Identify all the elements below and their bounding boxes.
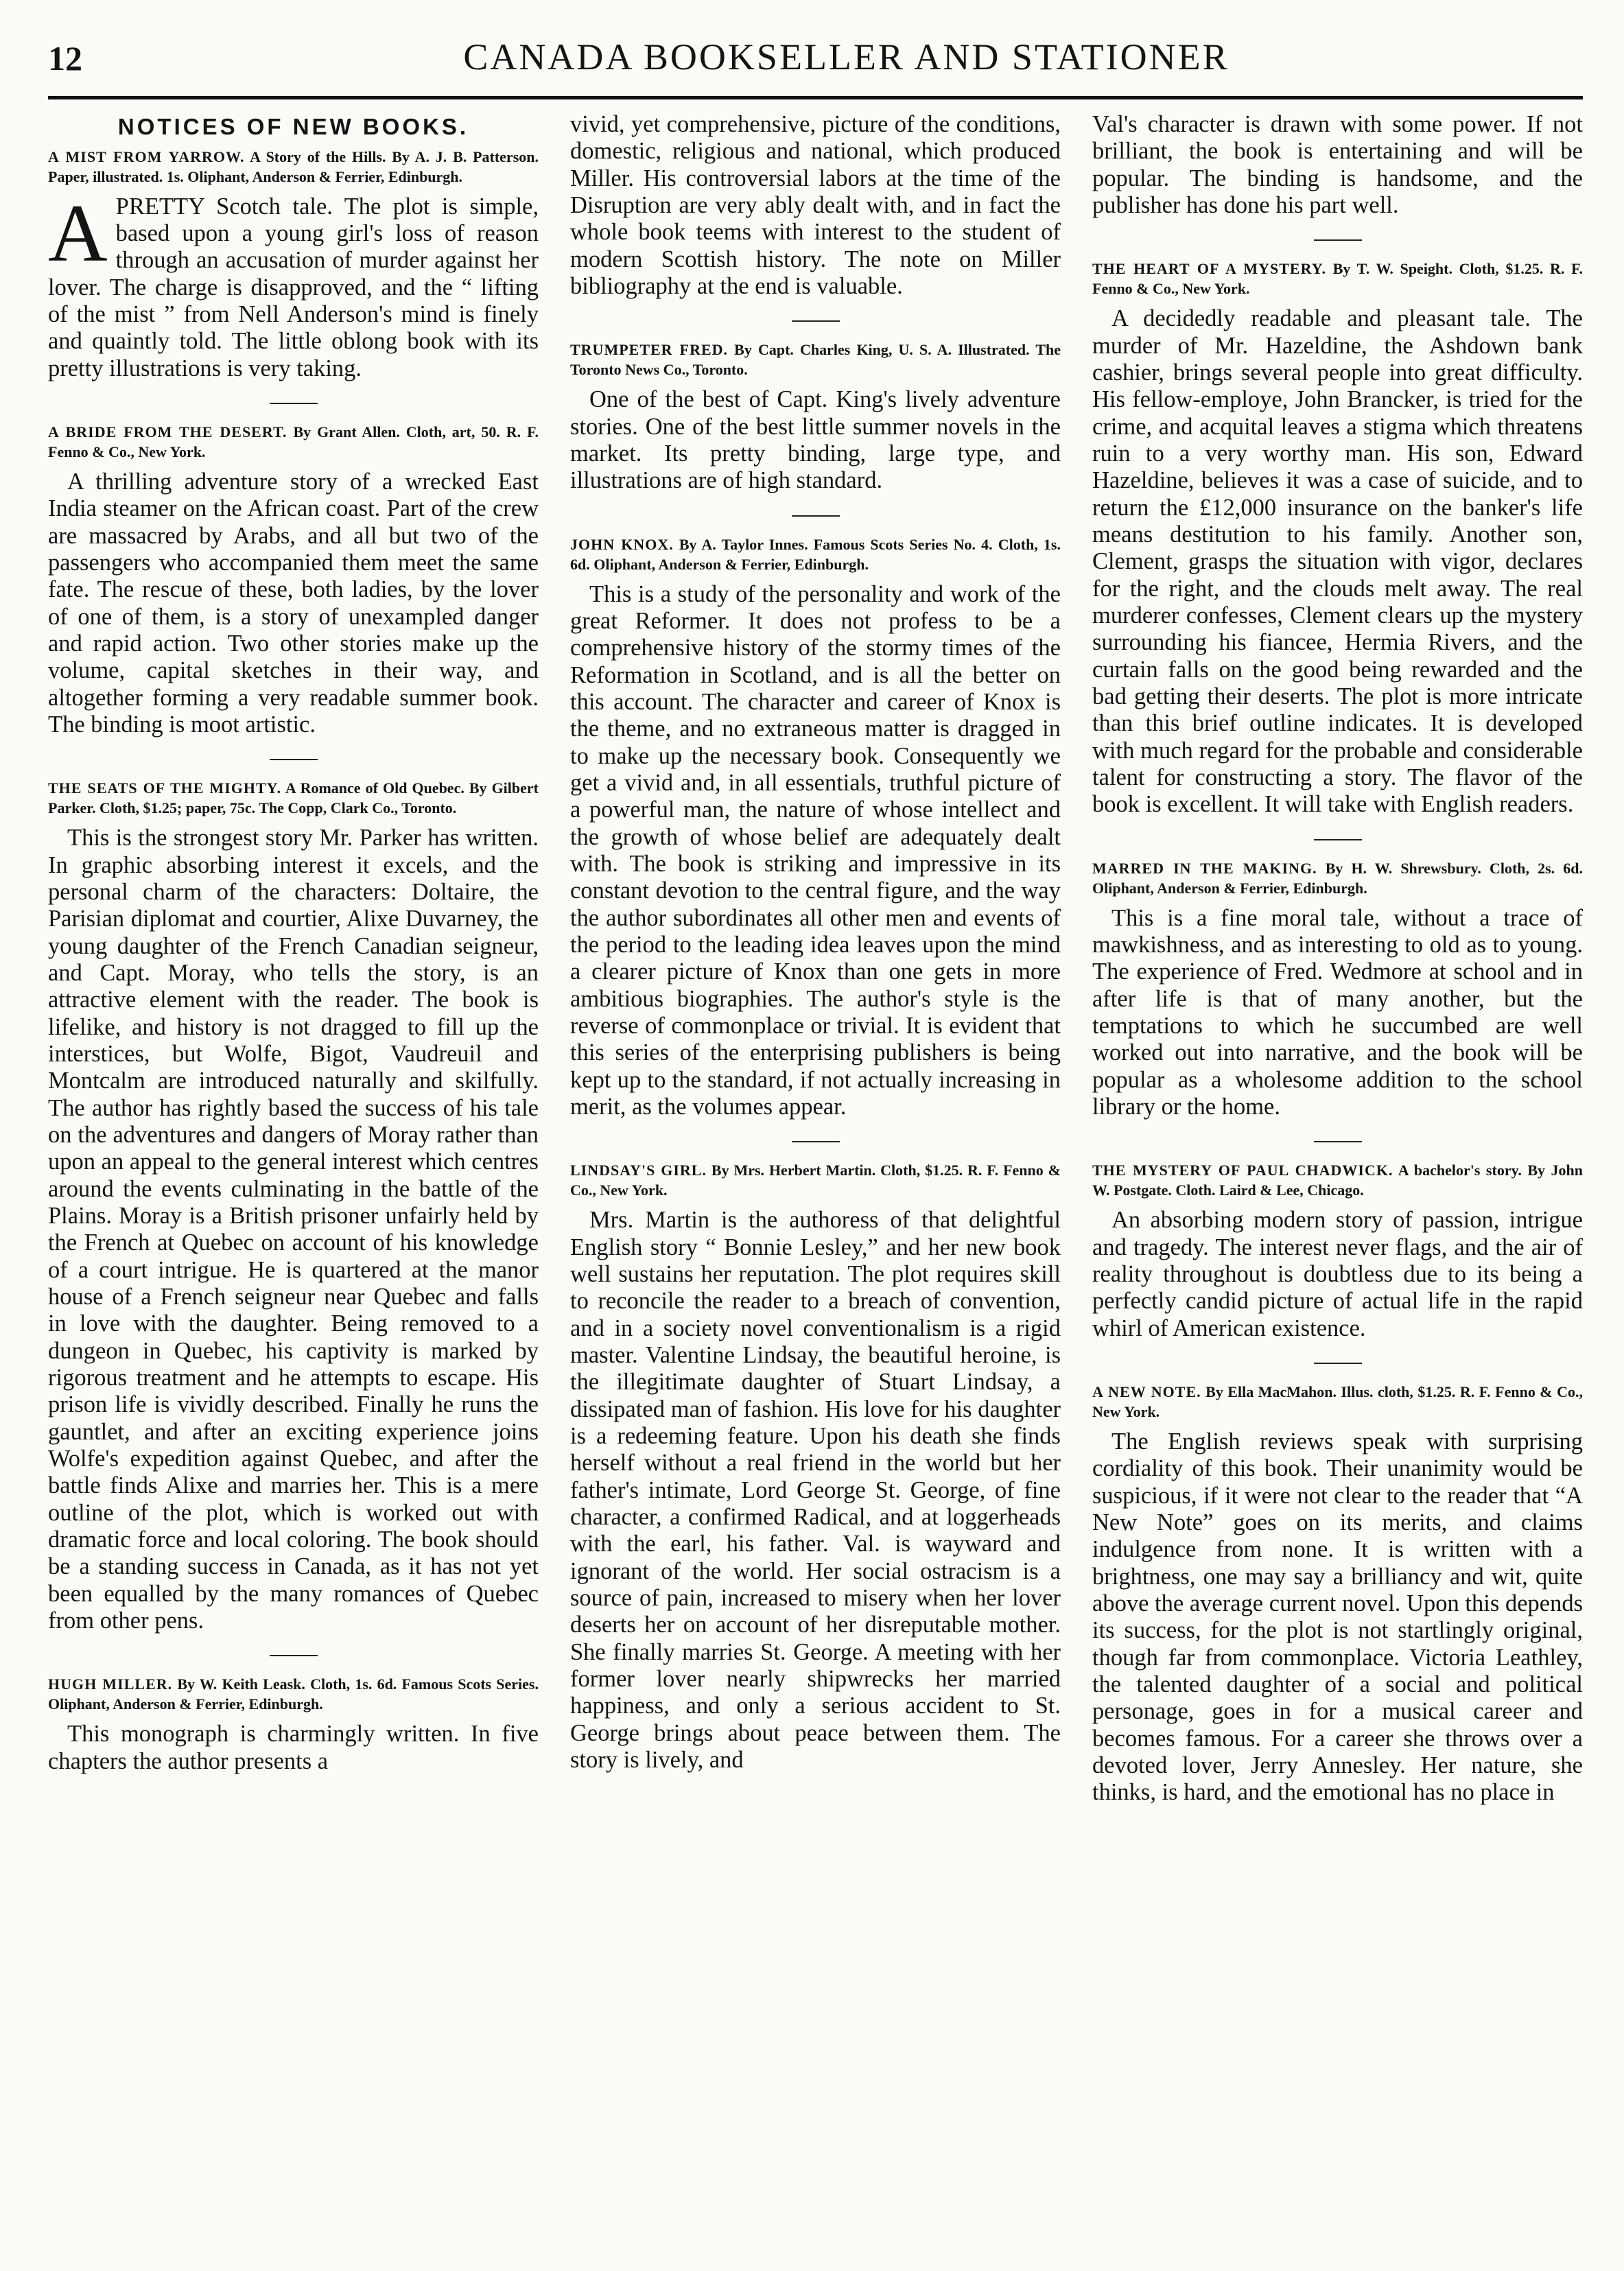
review-heading (48, 1674, 539, 1714)
review-heading (1092, 1160, 1583, 1200)
review-lindsays-girl-continued (1092, 111, 1583, 219)
review-body: The English reviews speak with surprising cordiality of this book. Their unanimity would be suspicious, if it were not clear to the reader that “A New Note” goes on its merits, and claims indulgence from none. It is written with a brightness, one may say a brilliancy and wit, quite above the average current novel. Upon this depends its success, for the plot is not startlingly original, though far from commonplace. Victoria Leathley, the talented daughter of a social and political personage, goes in for a musical career and becomes famous. For a career she throws over a devoted lover, Jerry Annesley. Her nature, she thinks, is hard, and the emotional has no place in (1092, 1428, 1583, 1806)
review-hugh-miller (48, 1674, 539, 1775)
separator-rule (1314, 1363, 1362, 1364)
review-heading (48, 147, 539, 187)
book-details: A Story of the Hills. By A. J. B. Patterson. Paper, illustrated. 1s. Oliphant, Anderson & Ferrier, Edinburgh. (48, 148, 539, 185)
review-body: This is a fine moral tale, without a trace of mawkishness, and as interesting to old as to young. The experience of Fred. Wedmore at school and in after life is that of many another, but the temptations to which he succumbed are well worked out into narrative, and the book will be popular as a wholesome addition to the school library or the home. (1092, 904, 1583, 1120)
book-title: MARRED IN THE MAKING. (1092, 859, 1317, 877)
review-heading (570, 534, 1061, 574)
separator-rule (1314, 239, 1362, 241)
review-lindsays-girl (570, 1160, 1061, 1774)
review-body: Mrs. Martin is the authoress of that delightful English story “ Bonnie Lesley,” and her new book well sustains her reputation. The plot requires skill to reconcile the reader to a breach of convention, and in a society novel conventionalism is a rigid master. Valentine Lindsay, the beautiful heroine, is the illegitimate daughter of Stuart Lindsay, a dissipated man of fashion. His love for his daughter is a redeeming feature. Upon his death she finds herself without a real friend in the world but her father's intimate, Lord George St. George, of fine character, a confirmed Radical, and at loggerheads with the earl, his father. Val. is wayward and ignorant of the world. Her social ostracism is a source of pain, increased to misery when her lover deserts her on account of her disreputable mother. She finally marries St. George. A meeting with her former lover nearly shipwrecks her married happiness, and only a serious accident to St. George brings about peace between them. The story is lively, and (570, 1207, 1061, 1773)
book-details: By W. Keith Leask. Cloth, 1s. 6d. Famous Scots Series. Oliphant, Anderson & Ferrier, Edinburgh. (48, 1675, 539, 1713)
page-number: 12 (48, 39, 82, 78)
review-mystery-of-paul-chadwick (1092, 1160, 1583, 1342)
review-body: A decidedly readable and pleasant tale. The murder of Mr. Hazeldine, the Ashdown bank cashier, brings several people into great difficulty. His fellow-employe, John Brancker, is tried for the crime, and acquital leaves a stigma which threatens ruin to a very worthy man. His son, Edward Hazeldine, believes it was a case of suicide, and to return the £12,000 insurance on the banker's life means destitution to his family. Another son, Clement, grasps the situation with vigor, declares for the right, and the clouds melt away. The real murderer confesses, Clement clears up the mystery surrounding his fiancee, Hermia Rivers, and the curtain falls on the good being rewarded and the bad getting their deserts. The plot is more intricate than this brief outline indicates. It is developed with much regard for the probable and considerable talent for constructing a story. The flavor of the book is excellent. It will take with English readers. (1092, 305, 1583, 818)
review-a-new-note (1092, 1382, 1583, 1807)
book-title: THE HEART OF A MYSTERY. (1092, 260, 1327, 278)
review-heading (1092, 259, 1583, 298)
review-body: This is the strongest story Mr. Parker has written. In graphic absorbing interest it excels, and the personal charm of the characters: Doltaire, the Parisian diplomat and courtier, Alixe Duvarney, the young daughter of the French Canadian seigneur, and Capt. Moray, who tells the story, is an attractive element with the reader. The book is lifelike, and history is not dragged to fill up the interstices, but Wolfe, Bigot, Vaudreuil and Montcalm are introduced naturally and skilfully. The author has rightly based the success of his tale on the adventures and dangers of Moray rather than upon an appeal to the general interest which centres around the events culminating in the battle of the Plains. Moray is a British prisoner unfairly held by the French at Quebec on account of his knowledge of a court intrigue. He is quartered at the manor house of a French seigneur near Quebec and falls in love with the daughter. Being removed to a dungeon in Quebec, his captivity is marked by rigorous treatment and he attempts to escape. His prison life is vividly described. Finally he runs the gauntlet, and after an exciting experience joins Wolfe's expedition against Quebec, and after the battle finds Alixe and marries her. This is a mere outline of the plot, which is worked out with dramatic force and local coloring. The book should be a standing success in Canada, as it has not yet been equalled by the many romances of Quebec from other pens. (48, 825, 539, 1634)
header-rule (48, 96, 1583, 99)
review-trumpeter-fred (570, 340, 1061, 494)
review-heading (1092, 858, 1583, 898)
review-body: An absorbing modern story of passion, intrigue and tragedy. The interest never flags, and the air of reality throughout is doubtless due to its being a perfectly candid picture of actual life in the rapid whirl of American existence. (1092, 1207, 1583, 1341)
review-body: One of the best of Capt. King's lively adventure stories. One of the best little summer novels in the market. Its pretty binding, large type, and illustrations are of high standard. (570, 386, 1061, 494)
book-details: By Ella MacMahon. Illus. cloth, $1.25. R. F. Fenno & Co., New York. (1092, 1383, 1583, 1421)
text-columns (48, 111, 1583, 2255)
review-hugh-miller-continued (570, 111, 1061, 300)
review-body: A thrilling adventure story of a wrecked East India steamer on the African coast. Part of the crew are massacred by Arabs, and all but two of the passengers who accompanied them meet the same fate. The rescue of these, both ladies, by the lover of one of them, is a story of unexampled danger and rapid action. Two other stories make up the volume, capital sketches in their way, and altogether forming a very readable summer book. The binding is moot artistic. (48, 469, 539, 738)
review-body: This is a study of the personality and work of the great Reformer. It does not profess to be a comprehensive history of the stormy times of the Reformation in Scotland, and is all the better on this account. The character and career of Knox is the theme, and no extraneous matter is dragged in to make up the necessary book. Consequently we get a vivid and, in all essentials, truthful picture of a powerful man, the nature of whose intellect and the growth of whose belief are adequately dealt with. The book is striking and impressive in its constant devotion to the central figure, and the way the author subordinates all other men and events of the period to the leading idea leaves upon the mind a clearer picture of Knox than one gets in more ambitious biographies. The author's style is the reverse of commonplace or trivial. It is evident that this series of the enterprising publishers is being kept up to the standard, if not actually increasing in merit, as the volumes appear. (570, 580, 1061, 1120)
separator-rule (270, 403, 318, 404)
review-john-knox (570, 534, 1061, 1121)
separator-rule (270, 1655, 318, 1656)
book-details: By Grant Allen. Cloth, art, 50. R. F. Fenno & Co., New York. (48, 423, 539, 460)
column-2 (570, 111, 1061, 2255)
review-heading (570, 340, 1061, 379)
review-body: This monograph is charmingly written. In five chapters the author presents a (48, 1721, 539, 1774)
book-title: A MIST FROM YARROW. (48, 148, 245, 165)
review-heading (570, 1160, 1061, 1200)
review-heading (48, 422, 539, 462)
book-details: By Mrs. Herbert Martin. Cloth, $1.25. R. F. Fenno & Co., New York. (570, 1162, 1061, 1199)
book-details: A bachelor's story. By John W. Postgate. Cloth. Laird & Lee, Chicago. (1092, 1162, 1583, 1199)
book-title: A NEW NOTE. (1092, 1383, 1201, 1400)
separator-rule (792, 320, 840, 322)
review-bride-from-the-desert (48, 422, 539, 738)
book-title: A BRIDE FROM THE DESERT. (48, 423, 287, 440)
book-details: A Romance of Old Quebec. By Gilbert Parker. Cloth, $1.25; paper, 75c. The Copp, Clark Co., Toronto. (48, 779, 539, 817)
book-title: HUGH MILLER. (48, 1675, 173, 1693)
separator-rule (792, 1141, 840, 1142)
book-title: THE MYSTERY OF PAUL CHADWICK. (1092, 1162, 1393, 1179)
column-3 (1092, 111, 1583, 2255)
book-details: By Capt. Charles King, U. S. A. Illustrated. The Toronto News Co., Toronto. (570, 341, 1061, 379)
book-title: JOHN KNOX. (570, 535, 674, 553)
review-body (48, 187, 539, 382)
book-title: LINDSAY'S GIRL. (570, 1162, 707, 1179)
review-mist-from-yarrow (48, 147, 539, 382)
review-text: PRETTY Scotch tale. The plot is simple, based upon a young girl's loss of reason through an accusation of murder against her lover. The charge is disapproved, and the “ lifting of the mist ” from Nell Anderson's mind is finely and quaintly told. The little oblong book with its pretty illustrations is very taking. (48, 193, 539, 381)
review-body: vivid, yet comprehensive, picture of the conditions, domestic, religious and national, which produced Miller. His controversial labors at the time of the Disruption are very ably dealt with, and in fact the whole book teems with interest to the student of modern Scottish history. The note on Miller bibliography at the end is valuable. (570, 111, 1061, 299)
separator-rule (1314, 839, 1362, 840)
book-title: THE SEATS OF THE MIGHTY. (48, 779, 282, 797)
book-title: TRUMPETER FRED. (570, 341, 729, 359)
separator-rule (1314, 1141, 1362, 1142)
book-details: By A. Taylor Innes. Famous Scots Series No. 4. Cloth, 1s. 6d. Oliphant, Anderson & Ferrier, Edinburgh. (570, 535, 1061, 573)
review-heart-of-a-mystery (1092, 259, 1583, 818)
review-heading (48, 778, 539, 818)
separator-rule (792, 515, 840, 517)
running-title: CANADA BOOKSELLER AND STATIONER (463, 36, 1229, 78)
separator-rule (270, 759, 318, 760)
review-marred-in-the-making (1092, 858, 1583, 1121)
book-details: By H. W. Shrewsbury. Cloth, 2s. 6d. Oliphant, Anderson & Ferrier, Edinburgh. (1092, 859, 1583, 897)
review-seats-of-the-mighty (48, 778, 539, 1634)
drop-cap: A (48, 187, 108, 279)
review-heading (1092, 1382, 1583, 1422)
section-title: NOTICES OF NEW BOOKS. (117, 114, 469, 139)
review-body: Val's character is drawn with some power. If not brilliant, the book is entertaining and will be popular. The binding is handsome, and the publisher has done his part well. (1092, 111, 1583, 218)
column-1 (48, 111, 539, 2255)
book-details: By T. W. Speight. Cloth, $1.25. R. F. Fenno & Co., New York. (1092, 260, 1583, 298)
